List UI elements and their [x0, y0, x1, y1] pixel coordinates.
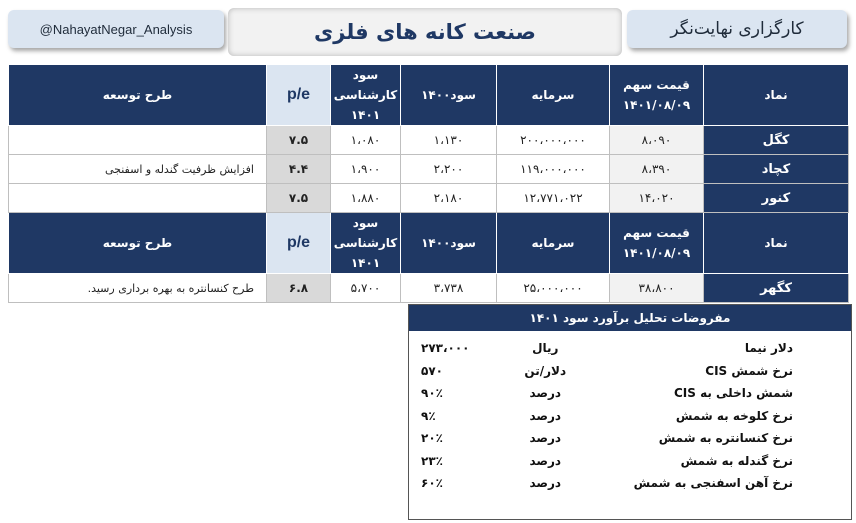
table-row — [9, 184, 849, 213]
assumption-value: ۲۰٪ — [421, 431, 443, 446]
cell-symbol: کچاد — [704, 155, 849, 184]
cell-profit1400: ۲،۲۰۰ — [401, 155, 497, 184]
page-title: صنعت کانه های فلزی — [228, 8, 622, 56]
cell-symbol: کگهر — [704, 274, 849, 303]
header-capital: سرمایه — [497, 65, 610, 126]
assumption-label: شمش داخلی به CIS — [673, 386, 793, 401]
assumptions-table — [409, 337, 851, 495]
assumptions-title: مفروضات تحلیل برآورد سود ۱۴۰۱ — [409, 305, 851, 331]
assumption-value: ۹٪ — [421, 408, 436, 423]
cell-plan — [9, 126, 267, 155]
assumption-label: نرخ کنسانتره به شمش — [658, 431, 793, 446]
assumption-value: ۲۳٪ — [421, 453, 443, 468]
agency-label: کارگزاری نهایت‌نگر — [627, 10, 847, 48]
assumption-unit: درصد — [529, 408, 562, 423]
table-header-row — [9, 213, 849, 274]
cell-price: ۱۴،۰۲۰ — [610, 184, 704, 213]
assumption-unit: درصد — [529, 386, 562, 401]
cell-pe: ۷.۵ — [267, 184, 331, 213]
assumption-unit: ریال — [532, 341, 559, 356]
assumption-label: نرخ گندله به شمش — [680, 453, 793, 468]
assumption-value: ۵۷۰ — [421, 363, 443, 378]
cell-expert-profit: ۱،۹۰۰ — [331, 155, 401, 184]
header-pe: p/e — [267, 213, 331, 274]
assumption-row — [409, 427, 851, 450]
cell-pe: ۶.۸ — [267, 274, 331, 303]
cell-price: ۸،۳۹۰ — [610, 155, 704, 184]
assumption-unit: درصد — [529, 431, 562, 446]
cell-profit1400: ۱،۱۳۰ — [401, 126, 497, 155]
header-expert-profit: سود کارشناسی ۱۴۰۱ — [331, 65, 401, 126]
cell-capital: ۱۲،۷۷۱،۰۲۲ — [497, 184, 610, 213]
stocks-table — [8, 64, 849, 303]
cell-expert-profit: ۱،۰۸۰ — [331, 126, 401, 155]
cell-expert-profit: ۵،۷۰۰ — [331, 274, 401, 303]
handle-label: @NahayatNegar_Analysis — [8, 10, 224, 48]
assumption-value: ۲۷۳،۰۰۰ — [421, 341, 470, 356]
assumption-row — [409, 472, 851, 495]
header-plan: طرح توسعه — [9, 213, 267, 274]
cell-plan: افزایش ظرفیت گندله و اسفنجی — [9, 155, 267, 184]
table-row — [9, 126, 849, 155]
assumption-row — [409, 337, 851, 360]
cell-pe: ۷.۵ — [267, 126, 331, 155]
table-row — [9, 274, 849, 303]
assumption-row — [409, 405, 851, 428]
assumptions-panel — [408, 304, 852, 520]
header-pe: p/e — [267, 65, 331, 126]
assumption-unit: درصد — [529, 476, 562, 491]
cell-price: ۸،۰۹۰ — [610, 126, 704, 155]
cell-symbol: کنور — [704, 184, 849, 213]
cell-profit1400: ۳،۷۳۸ — [401, 274, 497, 303]
assumption-value: ۹۰٪ — [421, 386, 443, 401]
assumption-value: ۶۰٪ — [421, 476, 443, 491]
cell-profit1400: ۲،۱۸۰ — [401, 184, 497, 213]
header-profit1400: سود۱۴۰۰ — [401, 213, 497, 274]
header-symbol: نماد — [704, 65, 849, 126]
assumption-unit: دلار/تن — [524, 363, 567, 378]
assumption-row — [409, 382, 851, 405]
cell-symbol: کگل — [704, 126, 849, 155]
assumption-row — [409, 360, 851, 383]
cell-plan — [9, 184, 267, 213]
cell-price: ۳۸،۸۰۰ — [610, 274, 704, 303]
header-price: قیمت سهم ۱۴۰۱/۰۸/۰۹ — [610, 65, 704, 126]
assumption-label: نرخ کلوخه به شمش — [675, 408, 793, 423]
cell-capital: ۲۵،۰۰۰،۰۰۰ — [497, 274, 610, 303]
cell-expert-profit: ۱،۸۸۰ — [331, 184, 401, 213]
header-profit1400: سود۱۴۰۰ — [401, 65, 497, 126]
header-capital: سرمایه — [497, 213, 610, 274]
header-plan: طرح توسعه — [9, 65, 267, 126]
table-header-row — [9, 65, 849, 126]
assumption-unit: درصد — [529, 453, 562, 468]
table-row — [9, 155, 849, 184]
cell-capital: ۱۱۹،۰۰۰،۰۰۰ — [497, 155, 610, 184]
cell-plan: طرح کنسانتره به بهره برداری رسید. — [9, 274, 267, 303]
header-expert-profit: سود کارشناسی ۱۴۰۱ — [331, 213, 401, 274]
assumption-label: نرخ آهن اسفنجی به شمش — [633, 476, 793, 491]
assumption-row — [409, 450, 851, 473]
header-price: قیمت سهم ۱۴۰۱/۰۸/۰۹ — [610, 213, 704, 274]
cell-pe: ۴.۴ — [267, 155, 331, 184]
assumption-label: نرخ شمش CIS — [705, 363, 793, 378]
header-symbol: نماد — [704, 213, 849, 274]
assumption-label: دلار نیما — [744, 341, 793, 356]
cell-capital: ۲۰۰،۰۰۰،۰۰۰ — [497, 126, 610, 155]
